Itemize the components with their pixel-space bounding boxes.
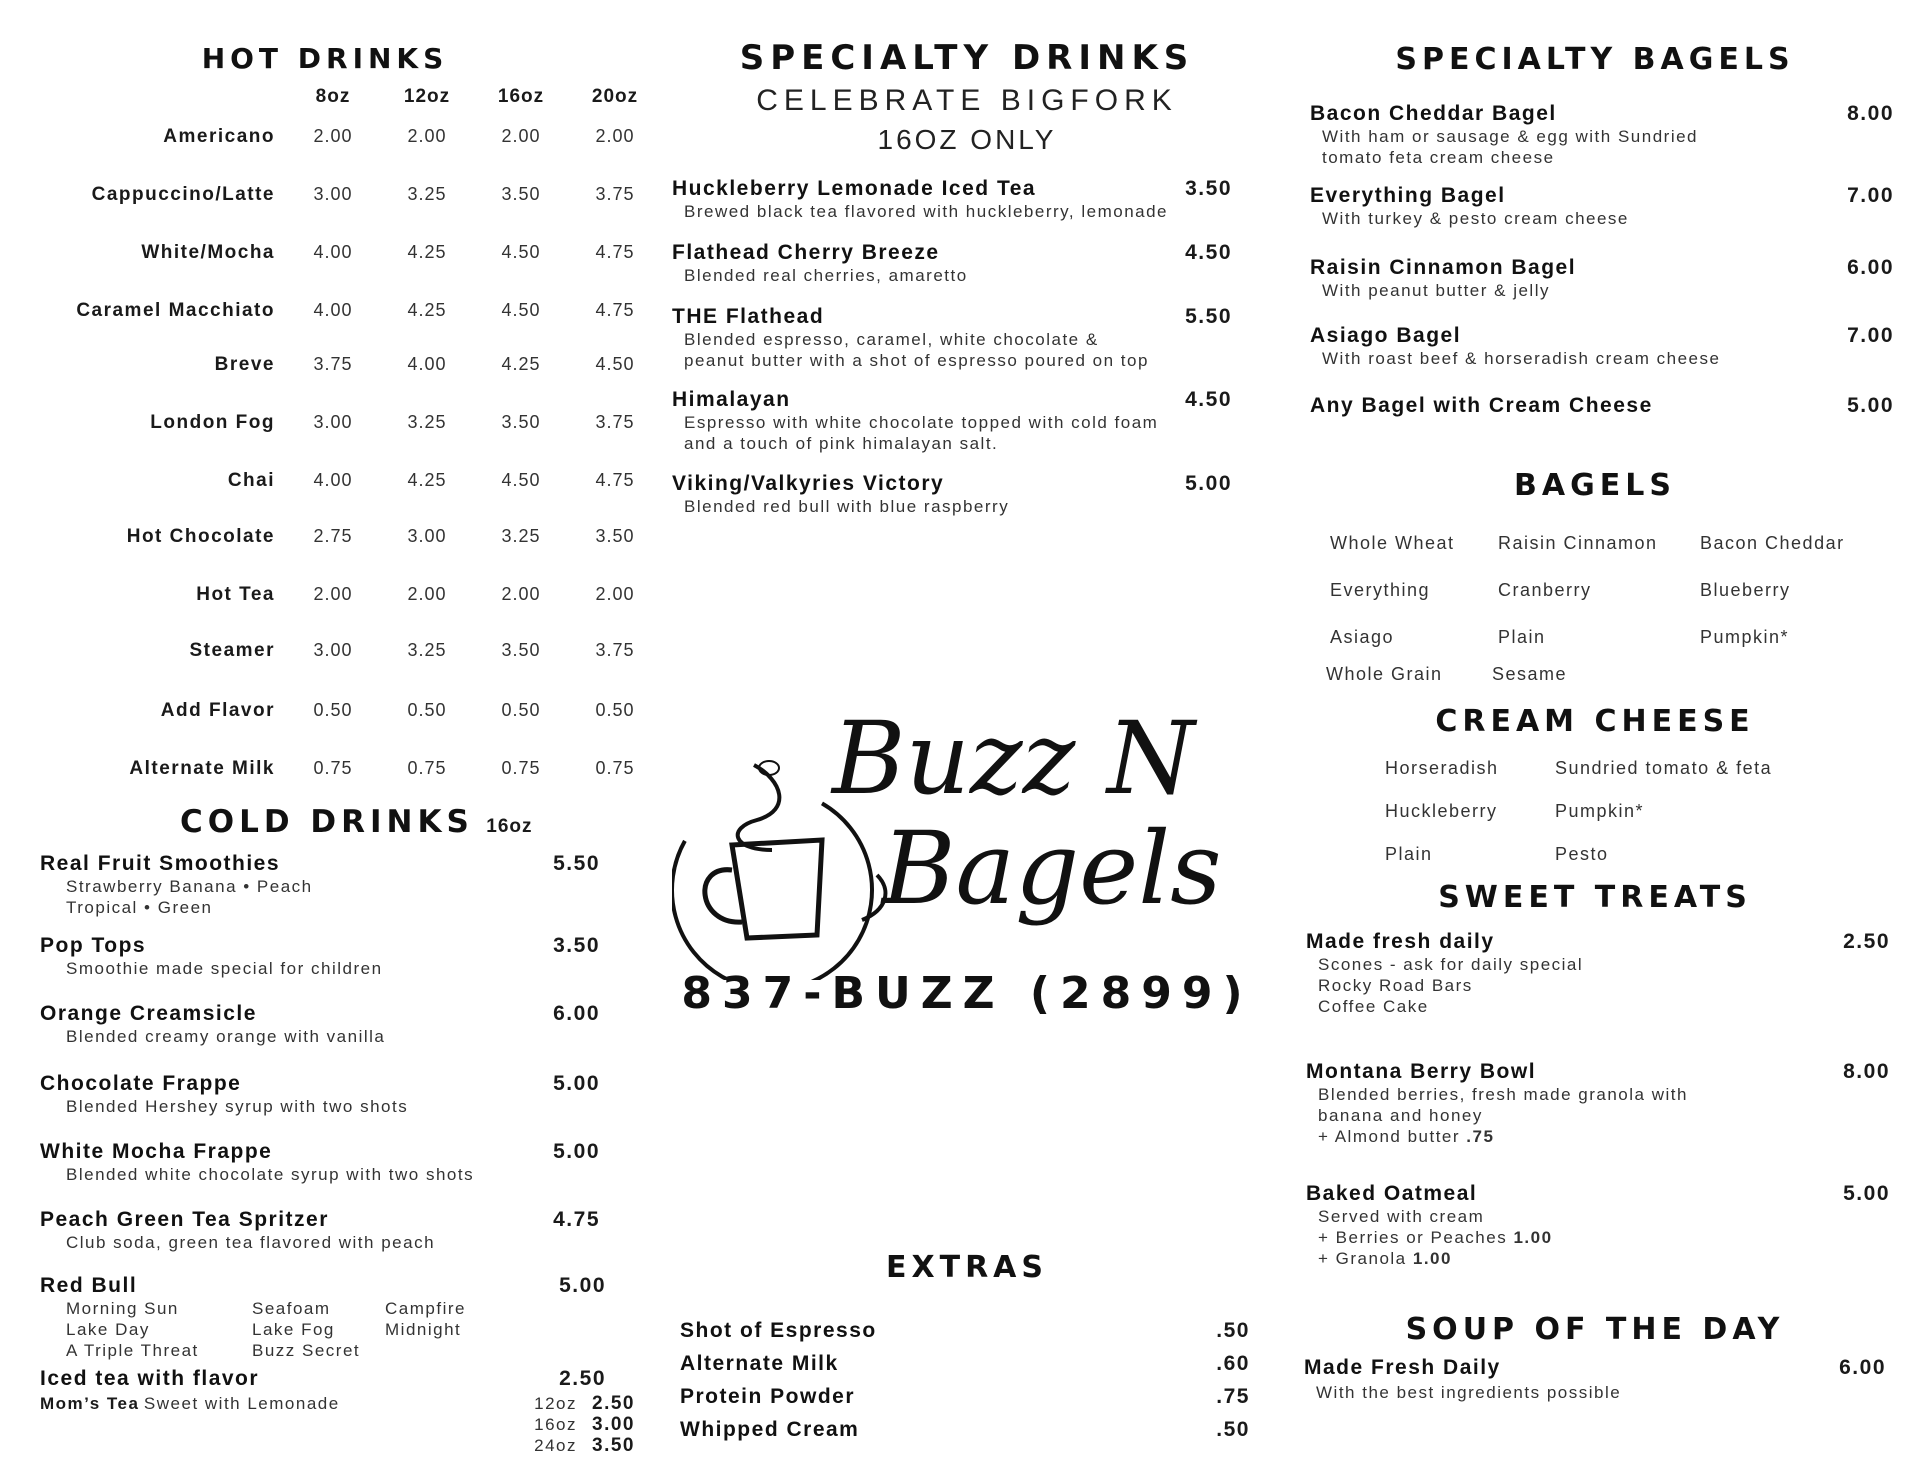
menu-item (40, 852, 600, 918)
item-name: Real Fruit Smoothies (40, 852, 281, 875)
drink-price: 4.75 (595, 470, 635, 490)
item-header (40, 852, 600, 876)
bagel-flavor: Blueberry (1700, 580, 1791, 600)
item-name: Flathead Cherry Breeze (672, 241, 940, 264)
menu-item (672, 177, 1232, 222)
item-header (40, 1002, 600, 1026)
addon-price: 1.00 (1513, 1228, 1553, 1247)
specialty-drinks-note: 16OZ ONLY (877, 124, 1057, 155)
flavor: Lake Fog (252, 1320, 335, 1339)
item-desc: Blended espresso, caramel, white chocolate & (684, 330, 1099, 349)
drink-price: 3.50 (501, 184, 541, 204)
drink-price: 4.50 (595, 354, 635, 374)
menu-item (1310, 102, 1894, 168)
drink-name: Hot Chocolate (126, 526, 275, 547)
drink-price: 4.50 (501, 470, 541, 490)
menu-item (1310, 256, 1894, 301)
item-desc: Sweet with Lemonade (143, 1394, 340, 1413)
menu-item (672, 388, 1232, 454)
menu-item (1306, 1182, 1890, 1269)
specialty-bagels-title: SPECIALTY BAGELS (1395, 42, 1795, 77)
bagel-flavor: Sesame (1492, 664, 1568, 684)
item-price: 7.00 (1847, 184, 1894, 207)
hot-drink-row (40, 640, 635, 670)
cold-drinks-title: COLD DRINKS (180, 804, 474, 840)
drink-price: 2.00 (407, 126, 447, 146)
soup-title: SOUP OF THE DAY (1405, 1312, 1785, 1347)
bagels-title: BAGELS (1514, 468, 1676, 503)
item-header (1310, 394, 1894, 418)
drink-name: Steamer (189, 640, 275, 661)
item-desc: Brewed black tea flavored with huckleberry, lemonade (684, 202, 1169, 221)
bagel-flavor: Whole Wheat (1330, 533, 1455, 553)
drink-price: 3.25 (407, 412, 447, 432)
item-name: Huckleberry Lemonade Iced Tea (672, 177, 1037, 200)
menu-item (672, 472, 1232, 517)
item-desc: Blended red bull with blue raspberry (684, 497, 1010, 516)
drink-price: 4.00 (407, 354, 447, 374)
menu-item (40, 1140, 600, 1185)
item-price: 5.00 (1843, 1182, 1890, 1205)
item-name: Made fresh daily (1306, 930, 1495, 953)
item-price: 6.00 (1847, 256, 1894, 279)
drink-price: 4.25 (407, 242, 447, 262)
item-name: Bacon Cheddar Bagel (1310, 102, 1557, 125)
item-price: 2.50 (559, 1367, 606, 1390)
item-name: Montana Berry Bowl (1306, 1060, 1537, 1083)
drink-price: 4.50 (501, 242, 541, 262)
item-price: 7.00 (1847, 324, 1894, 347)
bagel-flavor: Everything (1330, 580, 1431, 600)
item-name: Any Bagel with Cream Cheese (1310, 394, 1653, 417)
item-desc: Strawberry Banana • Peach (66, 877, 313, 896)
flavor: Campfire (385, 1299, 466, 1318)
item-desc: peanut butter with a shot of espresso poured on top (684, 351, 1149, 370)
item-name: Viking/Valkyries Victory (672, 472, 945, 495)
item-name: Red Bull (40, 1274, 138, 1297)
item-header (672, 472, 1232, 496)
hot-drink-row (40, 470, 635, 500)
logo-line-1: Buzz N (832, 700, 1195, 817)
logo-line-2: Bagels (882, 810, 1222, 927)
menu-item (1310, 324, 1894, 369)
menu-item (672, 305, 1232, 371)
item-header (40, 1072, 600, 1096)
flavor: Lake Day (66, 1320, 150, 1339)
extras-item (680, 1352, 1250, 1376)
item-price: 8.00 (1847, 102, 1894, 125)
size-header: 16oz (497, 86, 545, 107)
drink-name: Add Flavor (160, 700, 275, 721)
addon-price: 1.00 (1412, 1249, 1452, 1268)
hot-drink-row (40, 354, 635, 384)
item-desc: and a touch of pink himalayan salt. (684, 434, 999, 453)
drink-price: 0.50 (501, 700, 541, 720)
item-price: 8.00 (1843, 1060, 1890, 1083)
drink-name: London Fog (150, 412, 275, 433)
item-price: 5.00 (1185, 472, 1232, 495)
cream-cheese-flavor: Plain (1385, 844, 1433, 864)
item-price: .50 (1216, 1418, 1250, 1441)
drink-price: 3.25 (501, 526, 541, 546)
flavor: Morning Sun (66, 1299, 179, 1318)
item-name: Mom’s Tea (40, 1394, 140, 1413)
item-header (40, 1140, 600, 1164)
drink-price: 0.75 (501, 758, 541, 778)
item-name: White Mocha Frappe (40, 1140, 273, 1163)
item-header (1310, 102, 1894, 126)
size-label: 12oz (534, 1394, 577, 1413)
moms-tea-sizes (480, 1393, 635, 1456)
specialty-drinks-subtitle: CELEBRATE BIGFORK (756, 84, 1178, 117)
drink-price: 3.75 (313, 354, 353, 374)
drink-price: 3.25 (407, 640, 447, 660)
item-desc: Blended white chocolate syrup with two shots (66, 1165, 475, 1184)
flavor: Midnight (385, 1320, 462, 1339)
drink-price: 2.00 (501, 584, 541, 604)
item-desc: Tropical • Green (66, 898, 213, 917)
menu-item (1306, 1060, 1890, 1147)
drink-price: 3.00 (313, 412, 353, 432)
item-price: 6.00 (1839, 1356, 1886, 1379)
item-name: Iced tea with flavor (40, 1367, 260, 1390)
drink-price: 2.00 (595, 584, 635, 604)
size-label: 24oz (534, 1436, 577, 1455)
drink-price: 2.00 (407, 584, 447, 604)
drink-price: 4.25 (407, 300, 447, 320)
item-desc: With the best ingredients possible (1316, 1383, 1622, 1402)
item-desc: Espresso with white chocolate topped with cold foam (684, 413, 1159, 432)
drink-name: Breve (214, 354, 275, 375)
drink-name: Caramel Macchiato (76, 300, 275, 321)
size-row (480, 1435, 635, 1456)
bagel-flavor: Pumpkin* (1700, 627, 1790, 647)
size-price: 2.50 (592, 1393, 635, 1414)
drink-price: 2.00 (313, 584, 353, 604)
specialty-drinks-title: SPECIALTY DRINKS (739, 38, 1195, 78)
drink-price: 3.50 (501, 640, 541, 660)
item-price: .60 (1216, 1352, 1250, 1375)
size-header: 20oz (591, 86, 639, 107)
hot-drink-row (40, 700, 635, 730)
menu-item-red-bull (40, 1274, 606, 1361)
hot-drink-row (40, 584, 635, 614)
item-name: Orange Creamsicle (40, 1002, 257, 1025)
item-name: Pop Tops (40, 934, 147, 957)
hot-drink-row (40, 126, 635, 156)
item-desc: Scones - ask for daily special (1318, 955, 1584, 974)
drink-price: 0.75 (595, 758, 635, 778)
drink-price: 4.25 (501, 354, 541, 374)
red-bull-flavors (40, 1298, 600, 1361)
drink-price: 0.50 (595, 700, 635, 720)
item-desc: Served with cream (1318, 1207, 1485, 1226)
menu-item-soup (1300, 1356, 1890, 1403)
cream-cheese-flavor: Pesto (1555, 844, 1609, 864)
extras-item (680, 1385, 1250, 1409)
extras-title: EXTRAS (885, 1250, 1048, 1285)
item-desc: Blended creamy orange with vanilla (66, 1027, 386, 1046)
item-desc: With roast beef & horseradish cream cheese (1322, 349, 1721, 368)
addon-text: + Berries or Peaches (1318, 1228, 1508, 1247)
item-desc: tomato feta cream cheese (1322, 148, 1555, 167)
drink-price: 4.25 (407, 470, 447, 490)
cold-drinks-size-note: 16oz (486, 816, 533, 837)
item-price: 3.50 (553, 934, 600, 957)
drink-name: White/Mocha (141, 242, 275, 263)
bagel-flavor: Whole Grain (1326, 664, 1443, 684)
drink-price: 0.75 (313, 758, 353, 778)
item-price: .50 (1216, 1319, 1250, 1342)
drink-price: 2.75 (313, 526, 353, 546)
drink-price: 3.00 (407, 526, 447, 546)
drink-price: 4.00 (313, 242, 353, 262)
cold-drinks-heading (180, 804, 533, 840)
addon-price: .75 (1466, 1127, 1495, 1146)
menu-item (40, 934, 600, 979)
item-name: Protein Powder (680, 1385, 856, 1408)
drink-price: 4.00 (313, 470, 353, 490)
size-price: 3.00 (592, 1414, 635, 1435)
item-addon (1306, 1227, 1890, 1248)
item-header (1306, 930, 1890, 954)
sweet-treats-title: SWEET TREATS (1438, 880, 1752, 915)
item-desc: With ham or sausage & egg with Sundried (1322, 127, 1699, 146)
drink-price: 4.50 (501, 300, 541, 320)
drink-price: 3.75 (595, 640, 635, 660)
menu-item-iced-tea (40, 1367, 606, 1391)
size-row (480, 1393, 635, 1414)
menu-item (40, 1208, 600, 1253)
item-price: 5.00 (553, 1072, 600, 1095)
item-header (672, 388, 1232, 412)
item-desc: Smoothie made special for children (66, 959, 383, 978)
flavor: Buzz Secret (252, 1341, 361, 1360)
extras-item (680, 1319, 1250, 1343)
item-price: 5.00 (553, 1140, 600, 1163)
item-header (40, 1208, 600, 1232)
menu-item (40, 1072, 600, 1117)
drink-price: 2.00 (501, 126, 541, 146)
cream-cheese-flavor: Horseradish (1385, 758, 1499, 778)
item-price: 6.00 (553, 1002, 600, 1025)
drink-price: 3.75 (595, 184, 635, 204)
item-name: Raisin Cinnamon Bagel (1310, 256, 1577, 279)
hot-drink-row (40, 412, 635, 442)
item-addon (1306, 1126, 1890, 1147)
bagel-flavor: Cranberry (1498, 580, 1592, 600)
extras-item (680, 1418, 1250, 1442)
item-price: 4.50 (1185, 241, 1232, 264)
bagel-flavor: Raisin Cinnamon (1498, 533, 1658, 553)
item-header (40, 934, 600, 958)
drink-price: 3.75 (595, 412, 635, 432)
item-name: Peach Green Tea Spritzer (40, 1208, 329, 1231)
item-desc: Blended berries, fresh made granola with (1318, 1085, 1688, 1104)
drink-name: Alternate Milk (129, 758, 275, 779)
hot-drink-row (40, 184, 635, 214)
cream-cheese-title: CREAM CHEESE (1435, 704, 1755, 739)
flavor: Seafoam (252, 1299, 331, 1318)
item-name: Made Fresh Daily (1304, 1356, 1501, 1379)
menu-item (40, 1002, 600, 1047)
drink-name: Hot Tea (196, 584, 275, 605)
drink-price: 2.00 (595, 126, 635, 146)
item-header (1306, 1060, 1890, 1084)
hot-drinks-title: HOT DRINKS (201, 42, 449, 75)
drink-price: 3.00 (313, 184, 353, 204)
menu-item (1310, 184, 1894, 229)
drink-name: Chai (227, 470, 275, 491)
bagel-flavor: Plain (1498, 627, 1546, 647)
item-price: 2.50 (1843, 930, 1890, 953)
size-row (480, 1414, 635, 1435)
item-desc: Blended real cherries, amaretto (684, 266, 968, 285)
item-header (1310, 256, 1894, 280)
drink-price: 3.50 (595, 526, 635, 546)
drink-name: Cappuccino/Latte (91, 184, 275, 205)
size-header: 8oz (315, 86, 351, 107)
drink-price: 4.75 (595, 242, 635, 262)
menu-item (1306, 930, 1890, 1017)
item-desc: banana and honey (1318, 1106, 1483, 1125)
item-header (672, 177, 1232, 201)
item-desc: Rocky Road Bars (1318, 976, 1473, 995)
extras-section (672, 1250, 1262, 1451)
drink-price: 2.00 (313, 126, 353, 146)
drink-price: 3.00 (313, 640, 353, 660)
size-header: 12oz (403, 86, 451, 107)
item-price: 5.00 (1847, 394, 1894, 417)
drink-price: 0.75 (407, 758, 447, 778)
hot-drink-row (40, 300, 635, 330)
addon-text: + Almond butter (1318, 1127, 1461, 1146)
item-name: THE Flathead (672, 305, 825, 328)
item-price: 5.50 (1185, 305, 1232, 328)
hot-drink-row (40, 526, 635, 556)
addon-text: + Granola (1318, 1249, 1407, 1268)
drink-price: 3.50 (501, 412, 541, 432)
menu-item (1310, 394, 1894, 418)
drink-name: Americano (163, 126, 275, 147)
size-price: 3.50 (592, 1435, 635, 1456)
item-header (1310, 324, 1894, 348)
item-price: 3.50 (1185, 177, 1232, 200)
hot-drink-row (40, 758, 635, 788)
bagel-flavor: Asiago (1330, 627, 1395, 647)
item-price: 4.50 (1185, 388, 1232, 411)
item-header (672, 305, 1232, 329)
item-name: Himalayan (672, 388, 791, 411)
item-header (1310, 184, 1894, 208)
bagel-flavor: Bacon Cheddar (1700, 533, 1845, 553)
item-name: Alternate Milk (680, 1352, 839, 1375)
item-name: Shot of Espresso (680, 1319, 877, 1342)
item-desc: Club soda, green tea flavored with peach (66, 1233, 436, 1252)
drink-price: 4.00 (313, 300, 353, 320)
cream-cheese-flavor: Huckleberry (1385, 801, 1498, 821)
drink-price: 4.75 (595, 300, 635, 320)
item-name: Chocolate Frappe (40, 1072, 242, 1095)
item-header (672, 241, 1232, 265)
item-price: 4.75 (553, 1208, 600, 1231)
phone-number: 837-BUZZ (2899) (681, 968, 1253, 1019)
size-label: 16oz (534, 1415, 577, 1434)
item-price: 5.50 (553, 852, 600, 875)
cream-cheese-flavor: Pumpkin* (1555, 801, 1645, 821)
drink-price: 0.50 (407, 700, 447, 720)
item-name: Whipped Cream (680, 1418, 860, 1441)
item-price: 5.00 (559, 1274, 606, 1297)
drink-price: 0.50 (313, 700, 353, 720)
item-desc: Coffee Cake (1318, 997, 1429, 1016)
item-header (1306, 1182, 1890, 1206)
drink-price: 3.25 (407, 184, 447, 204)
item-price: .75 (1216, 1385, 1250, 1408)
item-desc: Blended Hershey syrup with two shots (66, 1097, 409, 1116)
item-addon (1306, 1248, 1890, 1269)
item-desc: With turkey & pesto cream cheese (1322, 209, 1629, 228)
cream-cheese-flavor: Sundried tomato & feta (1555, 758, 1773, 778)
menu-item (672, 241, 1232, 286)
hot-drink-row (40, 242, 635, 272)
item-name: Baked Oatmeal (1306, 1182, 1478, 1205)
extras-list (672, 1319, 1250, 1442)
item-name: Everything Bagel (1310, 184, 1506, 207)
item-name: Asiago Bagel (1310, 324, 1462, 347)
item-desc: With peanut butter & jelly (1322, 281, 1550, 300)
flavor: A Triple Threat (66, 1341, 199, 1360)
